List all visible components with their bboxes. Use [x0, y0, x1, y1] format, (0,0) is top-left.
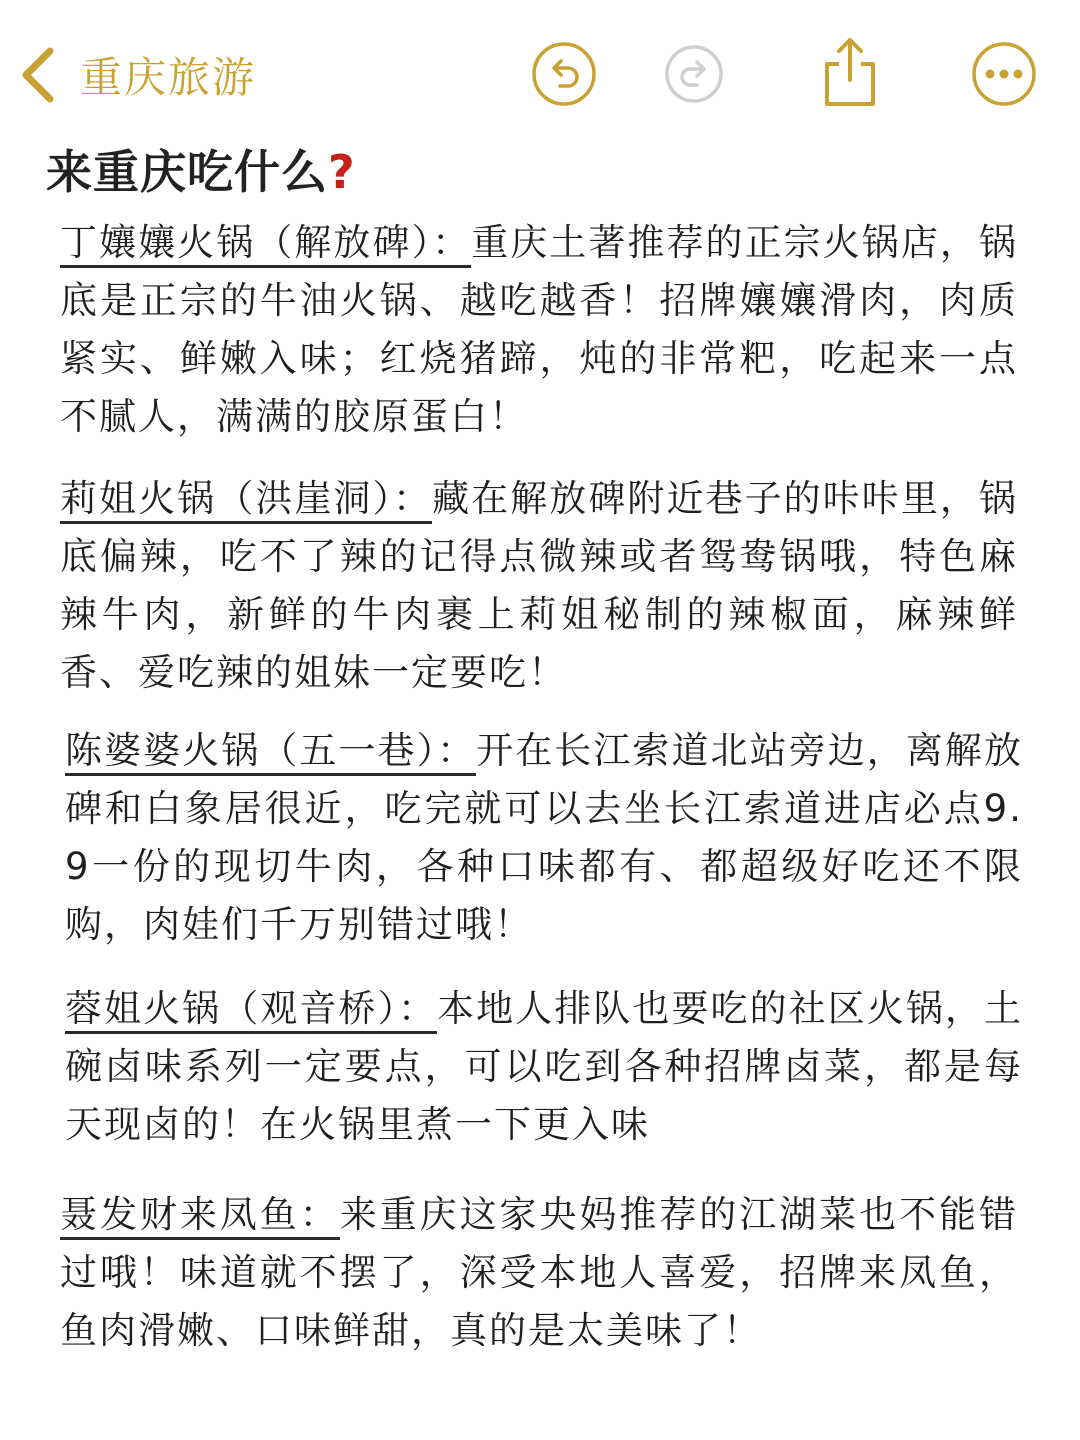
share-icon	[815, 34, 885, 110]
restaurant-entry[interactable]	[65, 980, 1023, 1154]
undo-button[interactable]	[530, 40, 598, 108]
restaurant-entry[interactable]	[65, 722, 1023, 954]
restaurant-name: 陈婆婆火锅（五一巷）：	[65, 729, 476, 776]
share-button[interactable]	[815, 34, 885, 110]
back-button-label: 重庆旅游	[80, 53, 257, 102]
restaurant-description: 本地人排队也要吃的社区火锅，土碗卤味系列一定要点，可以吃到各种招牌卤菜，都是每天现卤的！在火锅里煮一下更入味	[65, 987, 1023, 1146]
restaurant-description: 开在长江索道北站旁边，离解放碑和白象居很近，吃完就可以去坐长江索道进店必点9.9一份的现切牛肉，各种口味都有、都超级好吃还不限购，肉娃们千万别错过哦！	[65, 729, 1023, 946]
back-button[interactable]	[18, 40, 256, 110]
restaurant-name: 聂发财来凤鱼：	[60, 1193, 340, 1240]
restaurant-name: 莉姐火锅（洪崖洞）：	[60, 477, 432, 524]
redo-icon	[660, 40, 728, 108]
more-icon	[970, 40, 1038, 108]
restaurant-description: 藏在解放碑附近巷子的咔咔里，锅底偏辣，吃不了辣的记得点微辣或者鸳鸯锅哦，特色麻辣牛肉，新鲜的牛肉裹上莉姐秘制的辣椒面，麻辣鲜香、爱吃辣的姐妹一定要吃！	[60, 477, 1018, 694]
navigation-bar	[0, 0, 1080, 140]
undo-icon	[530, 40, 598, 108]
restaurant-name: 丁孃孃火锅（解放碑）：	[60, 221, 471, 268]
more-button[interactable]	[970, 40, 1038, 108]
restaurant-name: 蓉姐火锅（观音桥）：	[65, 987, 437, 1034]
restaurant-description: 来重庆这家央妈推荐的江湖菜也不能错过哦！味道就不摆了，深受本地人喜爱，招牌来凤鱼，鱼肉滑嫩、口味鲜甜，真的是太美味了！	[60, 1193, 1019, 1352]
note-title-question-mark: ?	[328, 145, 356, 199]
note-title[interactable]	[46, 136, 356, 202]
restaurant-entry[interactable]	[60, 470, 1018, 702]
restaurant-description: 重庆土著推荐的正宗火锅店，锅底是正宗的牛油火锅、越吃越香！招牌孃孃滑肉，肉质紧实、鲜嫩入味；红烧猪蹄，炖的非常粑，吃起来一点不腻人，满满的胶原蛋白！	[60, 221, 1018, 438]
redo-button[interactable]	[660, 40, 728, 108]
chevron-left-icon	[18, 45, 58, 105]
restaurant-entry[interactable]	[60, 1186, 1018, 1360]
note-title-text: 来重庆吃什么	[46, 145, 328, 199]
restaurant-entry[interactable]	[60, 214, 1018, 446]
